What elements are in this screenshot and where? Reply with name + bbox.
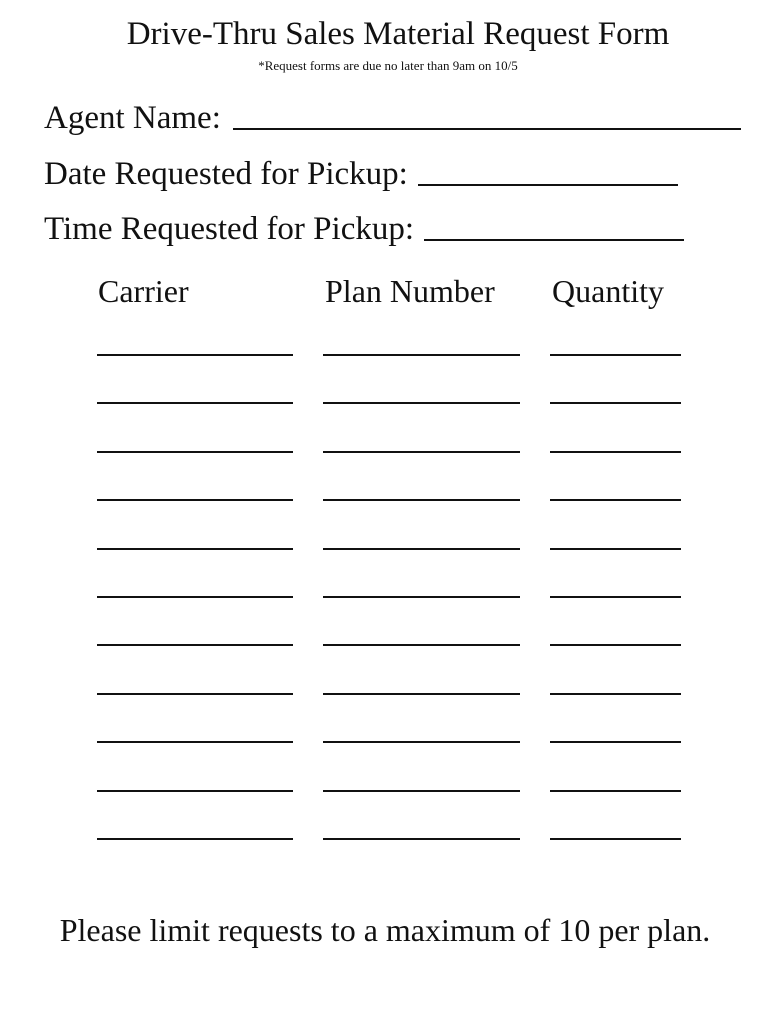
pickup-date-label: Date Requested for Pickup:	[44, 156, 408, 192]
table-row	[0, 451, 770, 455]
carrier-blank[interactable]	[97, 451, 293, 453]
plan-number-blank[interactable]	[323, 548, 520, 550]
table-row	[0, 354, 770, 358]
quantity-blank[interactable]	[550, 596, 681, 598]
table-row	[0, 838, 770, 842]
quantity-blank[interactable]	[550, 451, 681, 453]
table-row	[0, 644, 770, 648]
carrier-blank[interactable]	[97, 548, 293, 550]
table-row	[0, 790, 770, 794]
quantity-blank[interactable]	[550, 548, 681, 550]
table-row	[0, 402, 770, 406]
quantity-blank[interactable]	[550, 402, 681, 404]
carrier-blank[interactable]	[97, 644, 293, 646]
table-row	[0, 548, 770, 552]
quantity-blank[interactable]	[550, 838, 681, 840]
plan-number-blank[interactable]	[323, 451, 520, 453]
plan-number-blank[interactable]	[323, 596, 520, 598]
carrier-blank[interactable]	[97, 838, 293, 840]
pickup-time-label: Time Requested for Pickup:	[44, 211, 415, 247]
carrier-blank[interactable]	[97, 499, 293, 501]
table-row	[0, 693, 770, 697]
plan-number-blank[interactable]	[323, 354, 520, 356]
agent-name-row	[44, 98, 741, 138]
pickup-time-blank[interactable]	[424, 239, 684, 241]
quantity-blank[interactable]	[550, 693, 681, 695]
plan-number-blank[interactable]	[323, 741, 520, 743]
carrier-blank[interactable]	[97, 354, 293, 356]
quantity-blank[interactable]	[550, 354, 681, 356]
agent-name-blank[interactable]	[233, 128, 741, 130]
quantity-blank[interactable]	[550, 499, 681, 501]
agent-name-label: Agent Name:	[44, 100, 221, 136]
limit-notice: Please limit requests to a maximum of 10 per plan.	[59, 912, 711, 948]
due-date-note: *Request forms are due no later than 9am on 10/5	[258, 58, 518, 73]
carrier-blank[interactable]	[97, 596, 293, 598]
quantity-blank[interactable]	[550, 790, 681, 792]
plan-number-blank[interactable]	[323, 644, 520, 646]
plan-number-blank[interactable]	[323, 693, 520, 695]
carrier-blank[interactable]	[97, 741, 293, 743]
carrier-blank[interactable]	[97, 693, 293, 695]
quantity-blank[interactable]	[550, 741, 681, 743]
column-header-quantity: Quantity	[552, 273, 664, 309]
table-row	[0, 741, 770, 745]
table-row	[0, 499, 770, 503]
column-header-carrier: Carrier	[98, 273, 189, 309]
carrier-blank[interactable]	[97, 402, 293, 404]
pickup-date-row	[44, 154, 678, 194]
column-header-plan-number: Plan Number	[325, 273, 495, 309]
plan-number-blank[interactable]	[323, 402, 520, 404]
pickup-time-row	[44, 209, 684, 249]
pickup-date-blank[interactable]	[418, 184, 678, 186]
quantity-blank[interactable]	[550, 644, 681, 646]
plan-number-blank[interactable]	[323, 499, 520, 501]
table-row	[0, 596, 770, 600]
plan-number-blank[interactable]	[323, 790, 520, 792]
plan-number-blank[interactable]	[323, 838, 520, 840]
carrier-blank[interactable]	[97, 790, 293, 792]
form-title: Drive-Thru Sales Material Request Form	[126, 16, 670, 52]
